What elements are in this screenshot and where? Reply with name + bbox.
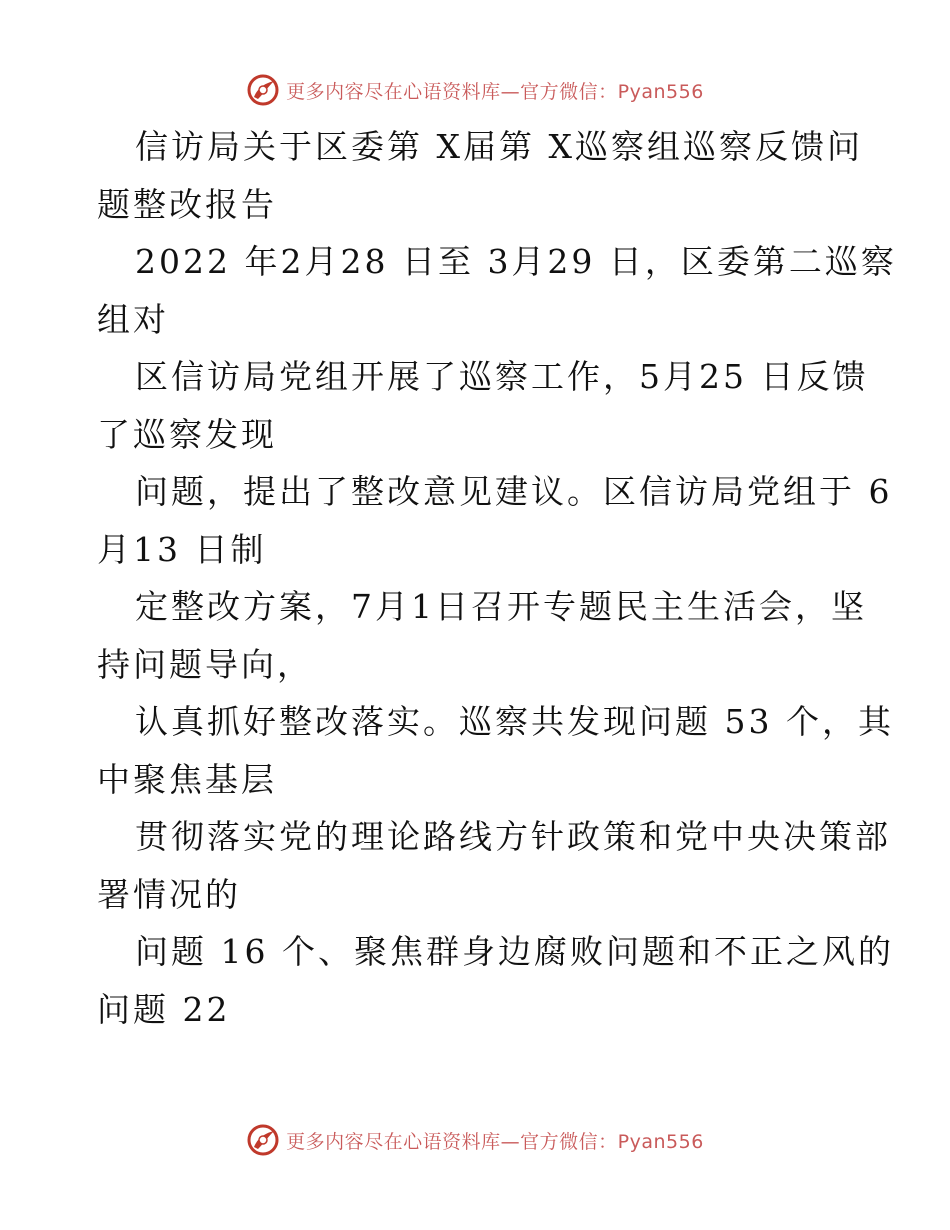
- paragraph-line: 问题，提出了整改意见建议。区信访局党组于 6: [135, 472, 893, 511]
- paragraph-line: 认真抓好整改落实。巡察共发现问题 53 个，其: [135, 702, 894, 741]
- title-line-2: 题整改报告: [97, 184, 277, 224]
- paragraph-line: 中聚焦基层: [97, 759, 277, 799]
- paragraph-line: 问题 22: [97, 989, 231, 1029]
- header-banner: [0, 70, 950, 110]
- paragraph-line: 问题 16 个、聚焦群身边腐败问题和不正之风的: [135, 932, 894, 971]
- banner-text: 更多内容尽在心语资料库—官方微信：Pyan556: [286, 1130, 704, 1153]
- paragraph-line: 署情况的: [97, 874, 241, 914]
- paragraph-line: 组对: [97, 299, 169, 339]
- banner-text: 更多内容尽在心语资料库—官方微信：Pyan556: [286, 80, 704, 103]
- logo-icon: [246, 73, 280, 107]
- paragraph-line: 了巡察发现: [97, 414, 277, 454]
- footer-banner: [0, 1120, 950, 1160]
- document-body: [97, 118, 897, 1038]
- paragraph-line: 区信访局党组开展了巡察工作，5月25 日反馈: [135, 357, 869, 396]
- paragraph-line: 2022 年2月28 日至 3月29 日，区委第二巡察: [135, 242, 897, 281]
- paragraph-line: 月13 日制: [97, 529, 267, 569]
- paragraph-line: 贯彻落实党的理论路线方针政策和党中央决策部: [135, 817, 891, 856]
- title-line-1: 信访局关于区委第 X届第 X巡察组巡察反馈问: [135, 127, 863, 166]
- paragraph-line: 持问题导向，: [97, 644, 313, 684]
- paragraph-line: 定整改方案，7月1日召开专题民主生活会，坚: [135, 587, 867, 626]
- logo-icon: [246, 1123, 280, 1157]
